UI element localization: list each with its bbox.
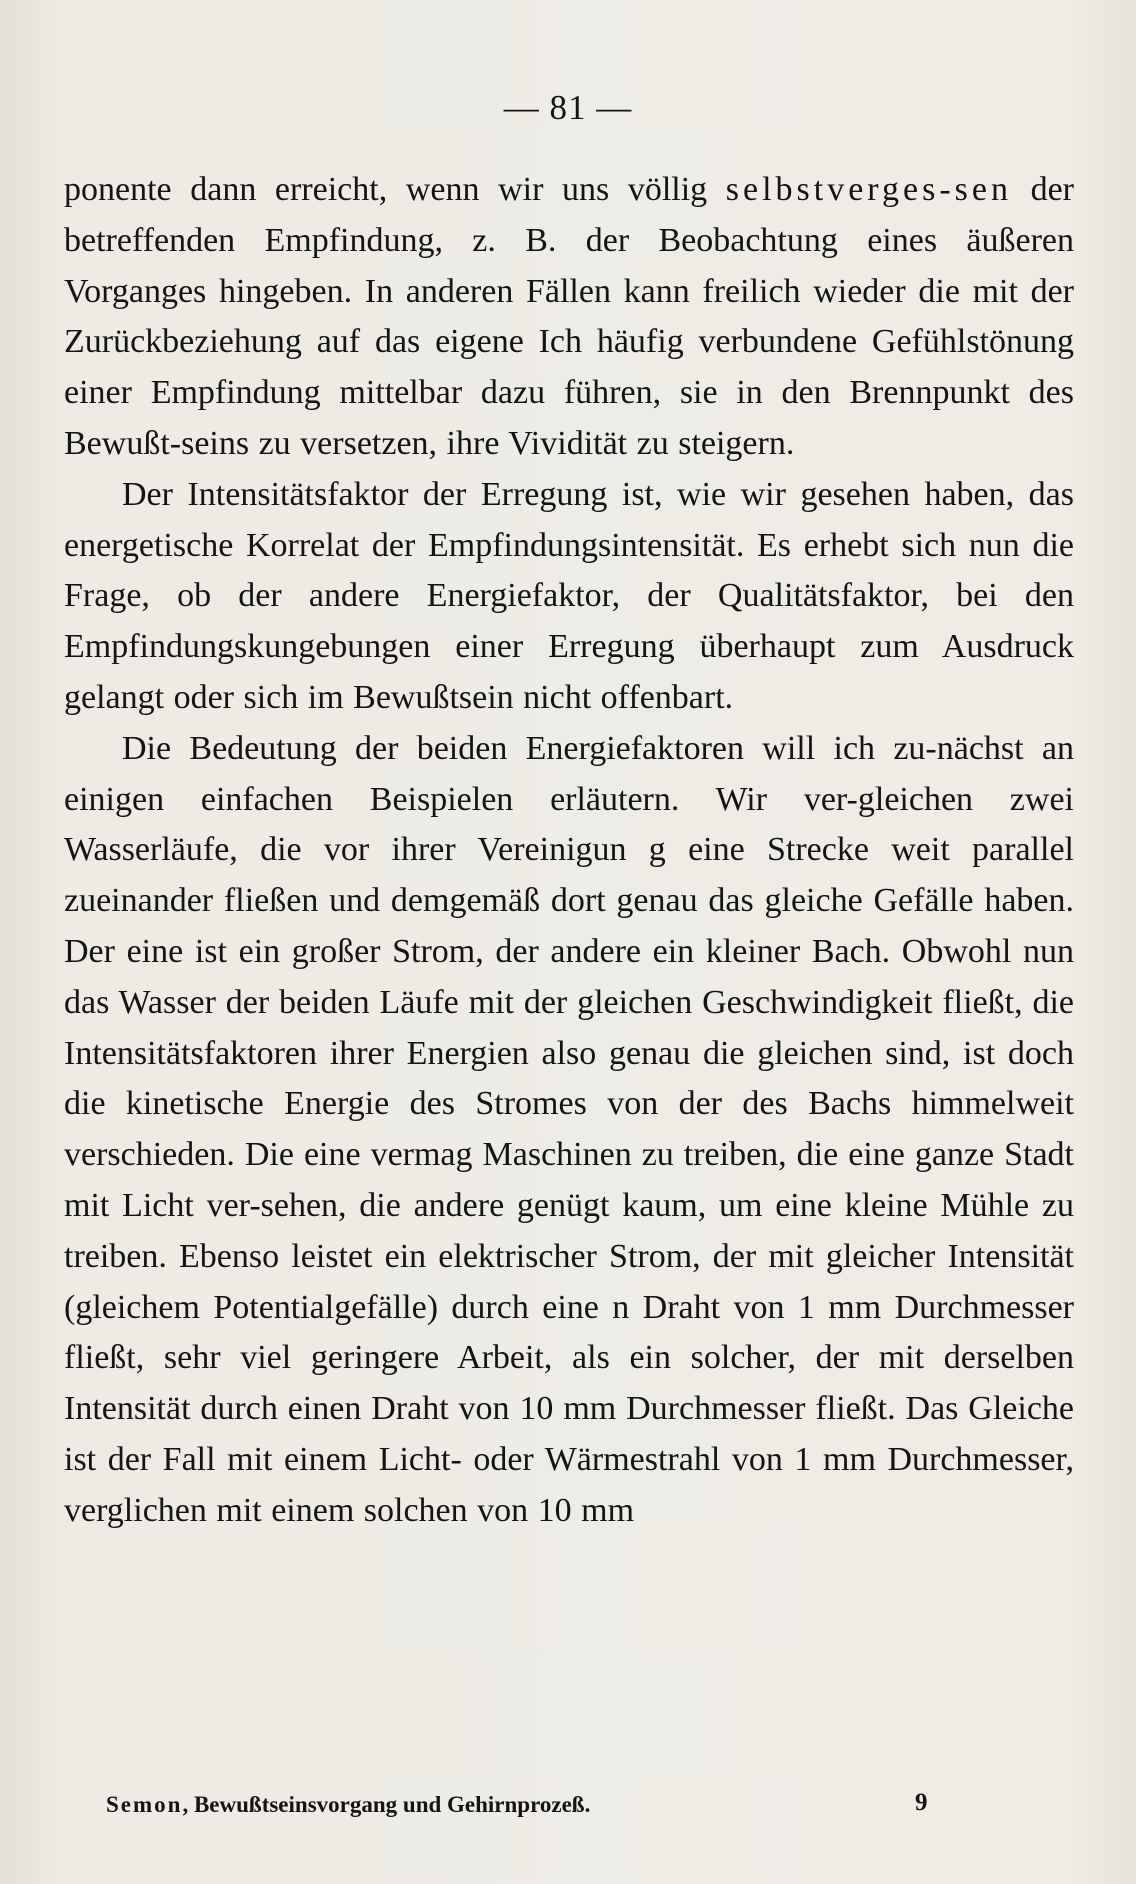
page-number: — 81 —: [503, 88, 633, 127]
paragraph-1-text-a: ponente dann erreicht, wenn wir uns völlig: [64, 171, 726, 208]
body-text: [64, 165, 1074, 1537]
footer-signature: [106, 1790, 590, 1820]
footer-author: Semon: [106, 1792, 183, 1817]
paragraph-2: Der Intensitätsfaktor der Erregung ist, wie wir gesehen haben, das energetische Korrelat der Empfindungsintensität. Es erhebt sich nun die Frage, ob der andere Energiefaktor, der Qualitätsfaktor, bei den Empfindungskungebungen einer Erregung überhaupt zum Ausdruck gelangt oder sich im Bewußtsein nicht offenbart.: [64, 475, 1074, 716]
paragraph-3: Die Bedeutung der beiden Energiefaktoren will ich zu-nächst an einigen einfachen Beispielen erläutern. Wir ver-gleichen zwei Wasserläufe, die vor ihrer Vereinigun g eine Strecke weit parallel zueinander fließen und demgemäß dort genau das gleiche Gefälle haben. Der eine ist ein großer Strom, der andere ein kleiner Bach. Obwohl nun das Wasser der beiden Läufe mit der gleichen Geschwindigkeit fließt, die Intensitätsfaktoren ihrer Energien also genau die gleichen sind, ist doch die kinetische Energie des Stromes von der des Bachs himmelweit verschieden. Die eine vermag Maschinen zu treiben, die eine ganze Stadt mit Licht ver-sehen, die andere genügt kaum, um eine kleine Mühle zu treiben. Ebenso leistet ein elektrischer Strom, der mit gleicher Intensität (gleichem Potentialgefälle) durch eine n Draht von 1 mm Durchmesser fließt, sehr viel geringere Arbeit, als ein solcher, der mit derselben Intensität durch einen Draht von 10 mm Durchmesser fließt. Das Gleiche ist der Fall mit einem Licht- oder Wärmestrahl von 1 mm Durchmesser, verglichen mit einem solchen von 10 mm: [64, 729, 1074, 1529]
paragraph-1: [64, 165, 1074, 470]
paragraph-1-text-b: der betreffenden Empfindung, z. B. der Beobachtung eines äußeren Vorganges hingeben. In anderen Fällen kann freilich wieder die mit der Zurückbeziehung auf das eigene Ich häufig verbundene Gefühlstönung einer Empfindung mittelbar dazu führen, sie in den Brennpunkt des Bewußt-seins zu versetzen, ihre Vividität zu steigern.: [64, 171, 1074, 462]
spaced-emphasis: selbstverges-sen: [725, 171, 1012, 208]
sheet-mark: 9: [915, 1789, 928, 1816]
footer-title: , Bewußtseinsvorgang und Gehirnprozeß.: [182, 1792, 591, 1817]
